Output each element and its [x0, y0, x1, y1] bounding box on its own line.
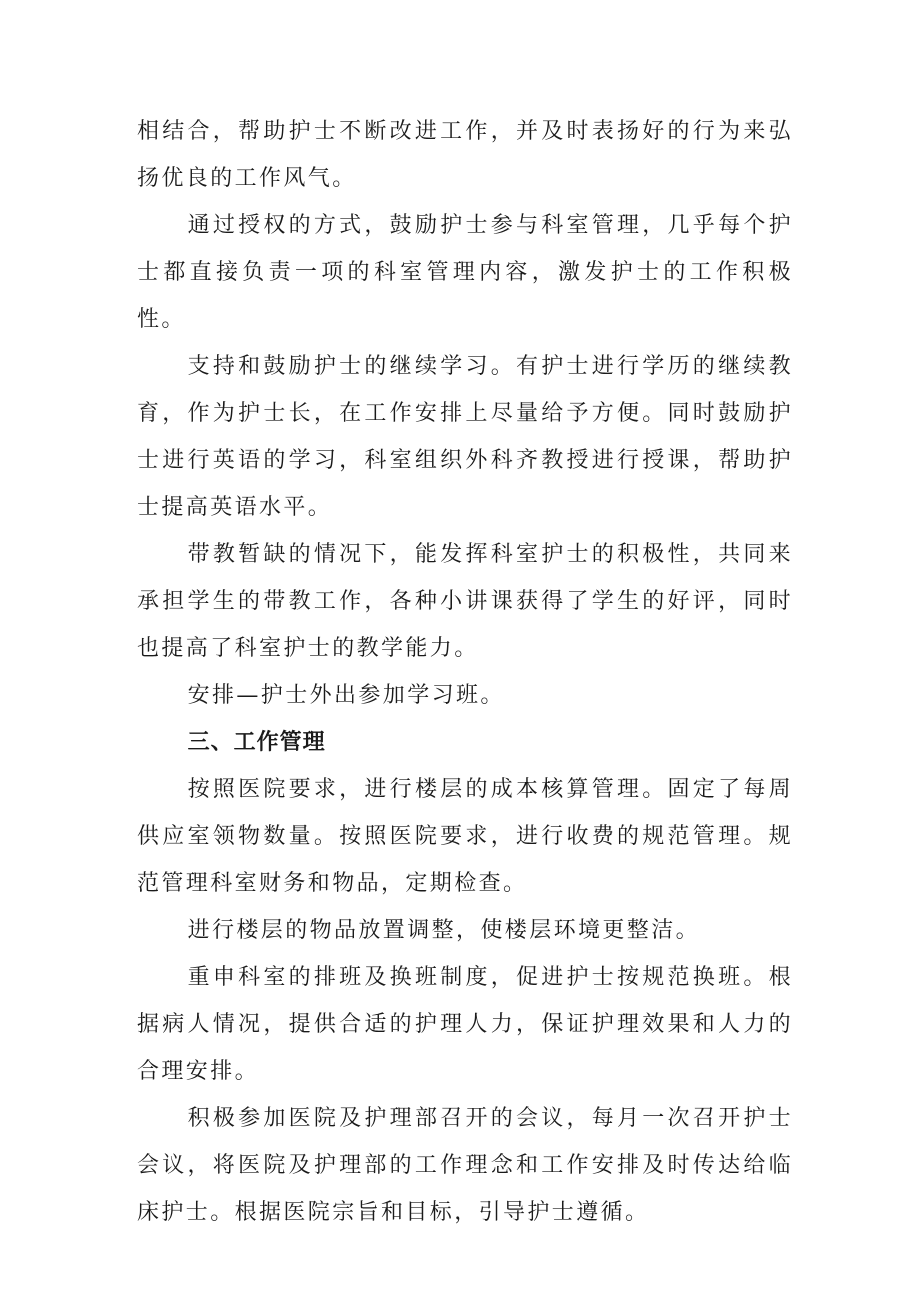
paragraph-training-class: 安排—护士外出参加学习班。	[187, 683, 505, 708]
paragraph-continued-feedback: 相结合，帮助护士不断改进工作，并及时表扬好的行为来弘扬优良的工作风气。	[137, 119, 793, 191]
paragraph-continuing-education: 支持和鼓励护士的继续学习。有护士进行学历的继续教育，作为护士长，在工作安排上尽量给予方便。同时鼓励护士进行英语的学习，科室组织外科齐教授进行授课，帮助护士提高英语水平。	[137, 354, 793, 520]
section-heading-work-management: 三、工作管理	[187, 730, 326, 755]
paragraph-teaching: 带教暂缺的情况下，能发挥科室护士的积极性，共同来承担学生的带教工作，各种小讲课获得了学生的好评，同时也提高了科室护士的教学能力。	[137, 542, 793, 661]
paragraph-environment: 进行楼层的物品放置调整，使楼层环境更整洁。	[187, 918, 700, 943]
paragraph-scheduling: 重申科室的排班及换班制度，促进护士按规范换班。根据病人情况，提供合适的护理人力，保证护理效果和人力的合理安排。	[137, 965, 793, 1084]
document-body	[137, 108, 793, 1236]
paragraph-cost-accounting: 按照医院要求，进行楼层的成本核算管理。固定了每周供应室领物数量。按照医院要求，进行收费的规范管理。规范管理科室财务和物品，定期检查。	[137, 777, 793, 896]
paragraph-authorization: 通过授权的方式，鼓励护士参与科室管理，几乎每个护士都直接负责一项的科室管理内容，激发护士的工作积极性。	[137, 213, 793, 332]
paragraph-meetings: 积极参加医院及护理部召开的会议，每月一次召开护士会议，将医院及护理部的工作理念和工作安排及时传达给临床护士。根据医院宗旨和目标，引导护士遵循。	[137, 1106, 793, 1225]
